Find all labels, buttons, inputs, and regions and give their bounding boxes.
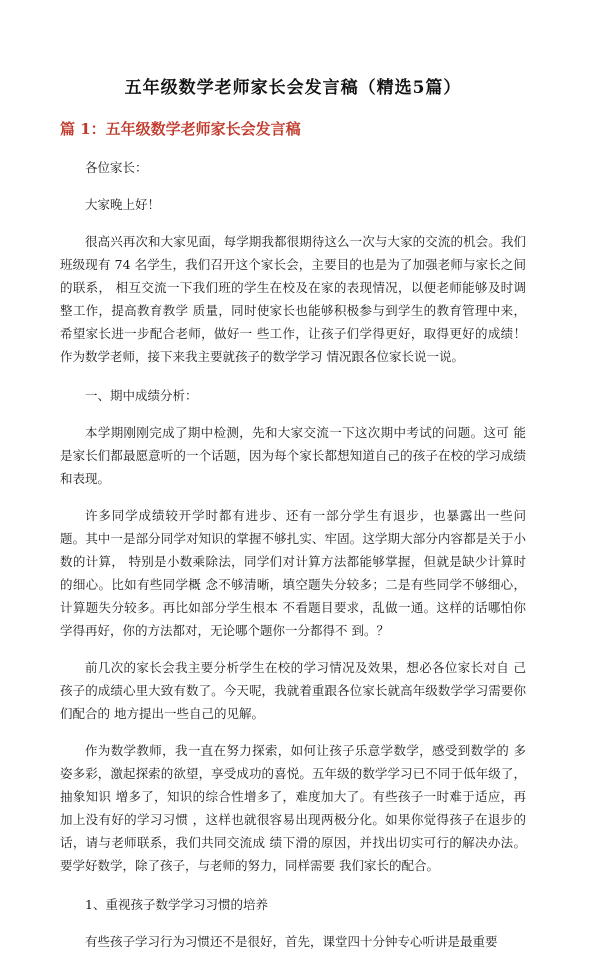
paragraph-intro: 很高兴再次和大家见面，每学期我都很期待这么一次与大家的交流的机会。我们班级现有 74 名学生，我们召开这个家长会，主要目的也是为了加强老师与家长之间的联系， 相互交流一下我们班的学生在校及在家的表现情况，以便老师能够及时调整工作，提高教育教学 质量，同时使家长也能够积极参与到学生的教育管理中来，希望家长进一步配合老师，做好一 些工作，让孩子们学得更好，取得更好的成绩！作为数学老师，接下来我主要就孩子的数学学习 情况跟各位家长说一说。: [60, 234, 526, 364]
paragraph-previous-meetings: 前几次的家长会我主要分析学生在校的学习情况及效果，想必各位家长对自 己孩子的成绩心里大致有数了。今天呢，我就着重跟各位家长就高年级数学学习需要你们配合的 地方提出一些自己的见解。: [60, 660, 526, 721]
greeting: 大家晚上好！: [85, 197, 161, 212]
page-title: 五年级数学老师家长会发言稿（精选5篇）: [124, 78, 462, 98]
paragraph-midterm: 本学期刚刚完成了期中检测，先和大家交流一下这次期中考试的问题。这可 能是家长们都最愿意听的一个话题，因为每个家长都想知道自己的孩子在校的学习成绩和表现。: [60, 425, 526, 486]
paragraph-teacher-role: 作为数学教师，我一直在努力探索，如何让孩子乐意学数学，感受到数学的 多姿多彩，激起探索的欲望，享受成功的喜悦。五年级的数学学习已不同于低年级了，抽象知识 增多了，知识的综合性增多了，难度加大了。有些孩子一时难于适应，再加上没有好的学习习惯 ，这样也就很容易出现两极分化。如果你觉得孩子在退步的话，请与老师联系，我们共同交流成 绩下滑的原因，并找出切实可行的解决办法。要学好数学，除了孩子，与老师的努力，同样需要 我们家长的配合。: [60, 743, 526, 873]
subheading-study-habits: 1、重视孩子数学学习习惯的培养: [85, 897, 268, 912]
paragraph-habits: 有些孩子学习行为习惯还不是很好，首先，课堂四十分钟专心听讲是最重要: [85, 934, 498, 949]
paragraph-progress: 许多同学成绩较开学时都有进步、还有一部分学生有退步，也暴露出一些问 题。其中一是部分同学对知识的掌握不够扎实、牢固。这学期大部分内容都是关于小数的计算， 特别是小数乘除法，同学们对计算方法都能够掌握，但就是缺少计算时的细心。比如有些同学概 念不够清晰，填空题失分较多；二是有些同学不够细心，计算题失分较多。再比如部分学生根本 不看题目要求，乱做一通。这样的话哪怕你学得再好，你的方法都对，无论哪个题你一分都得不 到。？: [60, 508, 526, 638]
subheading-midterm-analysis: 一、期中成绩分析：: [85, 388, 198, 403]
section-heading: 篇 1：五年级数学老师家长会发言稿: [60, 120, 301, 138]
salutation: 各位家长：: [85, 160, 148, 175]
